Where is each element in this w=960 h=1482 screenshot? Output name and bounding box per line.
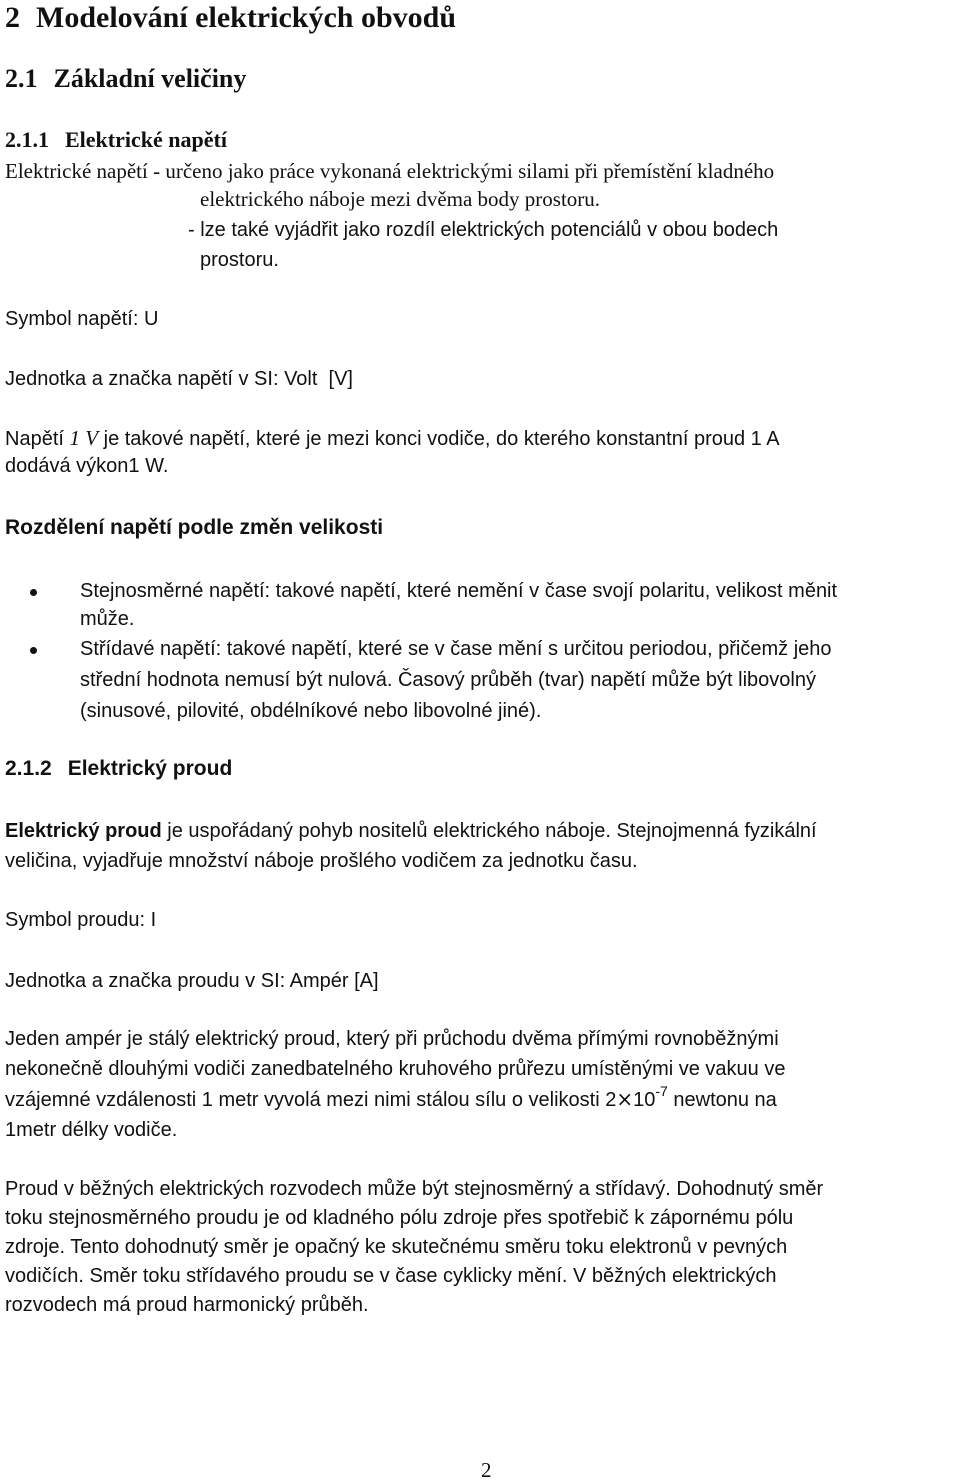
subsection-number: 2.1.1	[5, 127, 49, 152]
ampere-definition-line: Jeden ampér je stálý elektrický proud, který při průchodu dvěma přímými rovnoběžnými	[5, 1028, 779, 1050]
current-symbol: Symbol proudu: I	[5, 909, 157, 931]
current-definition	[5, 818, 817, 844]
ampere-definition-line: 1metr délky vodiče.	[5, 1119, 178, 1141]
bullet-dc-line: Stejnosměrné napětí: takové napětí, které nemění v čase svojí polaritu, velikost měnit	[80, 580, 838, 602]
bullet-dc-line: může.	[80, 608, 135, 630]
power-exponent: -7	[655, 1083, 668, 1100]
volt-definition	[5, 425, 780, 452]
voltage-definition-line: Elektrické napětí - určeno jako práce vykonaná elektrickými silami při přemístění kladného	[5, 159, 775, 183]
current-unit: Jednotka a značka proudu v SI: Ampér [A]	[5, 970, 379, 992]
ampere-definition-text: vzájemné vzdálenosti 1 metr vyvolá mezi nimi stálou sílu o velikosti 2	[5, 1089, 617, 1111]
voltage-symbol: Symbol napětí: U	[5, 308, 159, 330]
current-types-line: Proud v běžných elektrických rozvodech může být stejnosměrný a střídavý. Dohodnutý směr	[5, 1178, 824, 1200]
bullet-ac-line: Střídavé napětí: takové napětí, které se v čase mění s určitou periodou, přičemž jeho	[80, 638, 832, 660]
subsection-title: Elektrické napětí	[65, 127, 227, 152]
voltage-definition-line: - lze také vyjádřit jako rozdíl elektrických potenciálů v obou bodech	[188, 219, 779, 241]
current-types-line: vodičích. Směr toku střídavého proudu se v čase cyklicky mění. V běžných elektrických	[5, 1265, 777, 1287]
voltage-definition-line: prostoru.	[200, 249, 279, 271]
current-definition-term: Elektrický proud	[5, 820, 162, 842]
page-number: 2	[481, 1458, 492, 1482]
power-base: 10	[633, 1089, 656, 1111]
ampere-definition-line: nekonečně dlouhými vodiči zanedbatelného kruhového průřezu umístěnými ve vakuu ve	[5, 1058, 786, 1080]
section-heading	[5, 62, 246, 96]
voltage-unit: Jednotka a značka napětí v SI: Volt [V]	[5, 368, 353, 390]
subsection-heading-voltage	[5, 127, 227, 153]
volt-definition-text: je takové napětí, které je mezi konci vodiče, do kterého konstantní proud 1 A	[98, 428, 780, 450]
ampere-definition-line	[5, 1083, 777, 1113]
bullet-ac-line: střední hodnota nemusí být nulová. Časový průběh (tvar) napětí může být libovolný	[80, 669, 816, 691]
times-symbol: ×	[616, 1087, 634, 1111]
ampere-definition-text: newtonu na	[667, 1089, 777, 1111]
voltage-definition-line: elektrického náboje mezi dvěma body prostoru.	[200, 187, 601, 211]
volt-definition-italic: 1 V	[69, 426, 99, 450]
chapter-title: Modelování elektrických obvodů	[36, 1, 457, 34]
bullet-icon	[30, 589, 37, 596]
subsection-title: Elektrický proud	[67, 757, 233, 780]
subsection-heading-current	[5, 756, 232, 782]
chapter-heading	[5, 0, 456, 36]
current-types-line: zdroje. Tento dohodnutý směr je opačný ke skutečnému směru toku elektronů v pevných	[5, 1236, 788, 1258]
volt-definition-text: Napětí	[5, 428, 70, 450]
current-types-line: rozvodech má proud harmonický průběh.	[5, 1294, 369, 1316]
current-definition-text: je uspořádaný pohyb nositelů elektrického náboje. Stejnojmenná fyzikální	[161, 820, 817, 842]
section-number: 2.1	[5, 64, 38, 93]
current-definition-line: veličina, vyjadřuje množství náboje prošlého vodičem za jednotku času.	[5, 850, 638, 872]
subsection-number: 2.1.2	[5, 757, 52, 780]
chapter-number: 2	[5, 1, 20, 34]
section-title: Základní veličiny	[53, 64, 247, 93]
bullet-icon	[30, 647, 37, 654]
current-types-line: toku stejnosměrného proudu je od kladného pólu zdroje přes spotřebič k zápornému pólu	[5, 1207, 794, 1229]
volt-definition-line: dodává výkon1 W.	[5, 455, 169, 477]
division-heading: Rozdělení napětí podle změn velikosti	[5, 516, 384, 539]
bullet-ac-line: (sinusové, pilovité, obdélníkové nebo libovolné jiné).	[80, 700, 542, 722]
